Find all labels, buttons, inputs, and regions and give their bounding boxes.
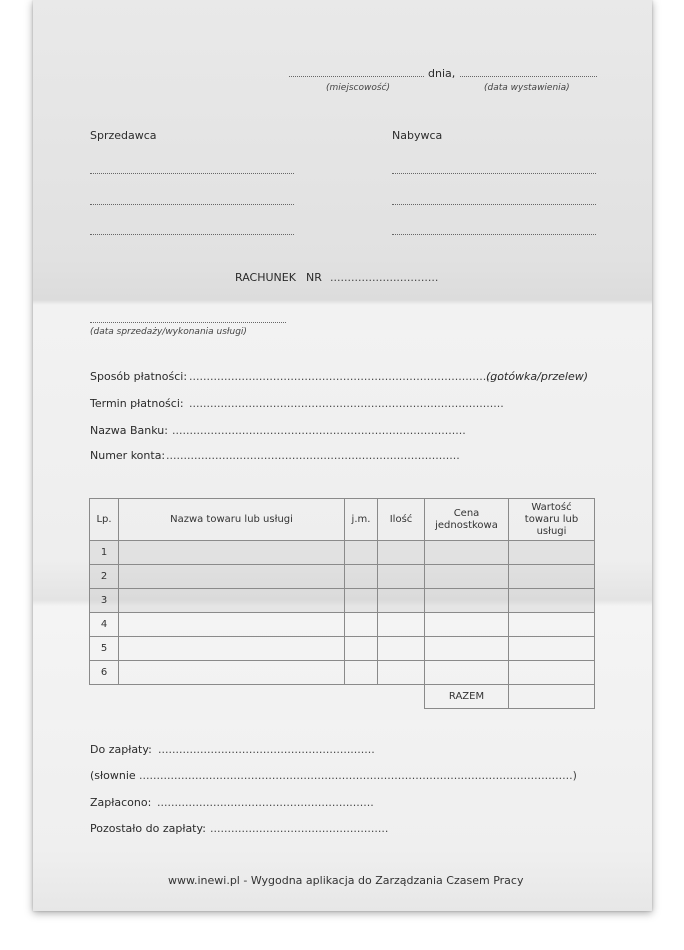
cell-qty[interactable] bbox=[378, 541, 425, 565]
cell-qty[interactable] bbox=[378, 637, 425, 661]
cell-value[interactable] bbox=[509, 589, 595, 613]
issue-date-line[interactable] bbox=[460, 76, 597, 77]
cell-name[interactable] bbox=[119, 637, 345, 661]
table-row bbox=[90, 565, 595, 589]
seller-line-2[interactable] bbox=[90, 204, 294, 205]
col-unit-header: j.m. bbox=[345, 499, 378, 541]
table-row bbox=[90, 589, 595, 613]
in-words-label: (słownie bbox=[90, 769, 136, 782]
total-value-cell[interactable] bbox=[509, 685, 595, 709]
payment-method-options: (gotówka/przelew) bbox=[486, 370, 589, 383]
row-number: 6 bbox=[90, 661, 119, 685]
buyer-line-1[interactable] bbox=[392, 173, 596, 174]
total-spacer bbox=[90, 685, 425, 709]
cell-name[interactable] bbox=[119, 613, 345, 637]
remaining-field[interactable]: ................................................... bbox=[210, 822, 389, 835]
invoice-nr-label: NR bbox=[306, 271, 322, 284]
buyer-label: Nabywca bbox=[392, 129, 443, 142]
row-number: 4 bbox=[90, 613, 119, 637]
buyer-line-3[interactable] bbox=[392, 234, 596, 235]
issue-date-hint: (data wystawienia) bbox=[484, 83, 570, 93]
col-qty-header: Ilość bbox=[378, 499, 425, 541]
cell-name[interactable] bbox=[119, 541, 345, 565]
dnia-label: dnia, bbox=[428, 67, 456, 80]
row-number: 2 bbox=[90, 565, 119, 589]
cell-unit[interactable] bbox=[345, 637, 378, 661]
row-number: 3 bbox=[90, 589, 119, 613]
row-number: 5 bbox=[90, 637, 119, 661]
table-row bbox=[90, 541, 595, 565]
payment-term-label: Termin płatności: bbox=[90, 397, 184, 410]
table-row bbox=[90, 637, 595, 661]
cell-price[interactable] bbox=[425, 661, 509, 685]
account-number-label: Numer konta: bbox=[90, 449, 166, 462]
invoice-nr-field[interactable]: ............................... bbox=[330, 271, 439, 284]
cell-unit[interactable] bbox=[345, 565, 378, 589]
to-pay-field[interactable]: .............................................................. bbox=[158, 743, 375, 756]
seller-line-3[interactable] bbox=[90, 234, 294, 235]
table-row bbox=[90, 613, 595, 637]
cell-unit[interactable] bbox=[345, 661, 378, 685]
paid-field[interactable]: .............................................................. bbox=[157, 796, 374, 809]
cell-price[interactable] bbox=[425, 541, 509, 565]
cell-price[interactable] bbox=[425, 565, 509, 589]
to-pay-label: Do zapłaty: bbox=[90, 743, 152, 756]
cell-qty[interactable] bbox=[378, 661, 425, 685]
bank-name-field[interactable]: .................................................................................... bbox=[172, 424, 466, 437]
payment-term-field[interactable]: .......................................................................................... bbox=[189, 397, 504, 410]
cell-value[interactable] bbox=[509, 613, 595, 637]
sale-date-hint: (data sprzedaży/wykonania usługi) bbox=[90, 327, 247, 337]
col-name-header: Nazwa towaru lub usługi bbox=[119, 499, 345, 541]
cell-price[interactable] bbox=[425, 589, 509, 613]
cell-unit[interactable] bbox=[345, 541, 378, 565]
cell-name[interactable] bbox=[119, 661, 345, 685]
col-price-header: Cena jednostkowa bbox=[425, 499, 509, 541]
invoice-title: RACHUNEK bbox=[235, 271, 296, 284]
payment-method-field[interactable]: ........................................................................................... bbox=[189, 370, 508, 383]
col-lp-header: Lp. bbox=[90, 499, 119, 541]
footer-text: www.inewi.pl - Wygodna aplikacja do Zarządzania Czasem Pracy bbox=[168, 874, 524, 887]
cell-value[interactable] bbox=[509, 565, 595, 589]
cell-price[interactable] bbox=[425, 637, 509, 661]
cell-value[interactable] bbox=[509, 637, 595, 661]
items-table bbox=[89, 498, 595, 709]
table-header-row bbox=[90, 499, 595, 541]
place-hint: (miejscowość) bbox=[326, 83, 390, 93]
cell-price[interactable] bbox=[425, 613, 509, 637]
table-row bbox=[90, 661, 595, 685]
seller-label: Sprzedawca bbox=[90, 129, 157, 142]
cell-qty[interactable] bbox=[378, 589, 425, 613]
cell-value[interactable] bbox=[509, 661, 595, 685]
cell-name[interactable] bbox=[119, 565, 345, 589]
row-number: 1 bbox=[90, 541, 119, 565]
col-value-header: Wartość towaru lub usługi bbox=[509, 499, 595, 541]
account-number-field[interactable]: .................................................................................... bbox=[166, 449, 460, 462]
cell-qty[interactable] bbox=[378, 565, 425, 589]
cell-qty[interactable] bbox=[378, 613, 425, 637]
total-label: RAZEM bbox=[425, 685, 509, 709]
cell-unit[interactable] bbox=[345, 613, 378, 637]
place-line[interactable] bbox=[289, 76, 424, 77]
payment-method-label: Sposób płatności: bbox=[90, 370, 188, 383]
remaining-label: Pozostało do zapłaty: bbox=[90, 822, 206, 835]
total-row bbox=[90, 685, 595, 709]
seller-line-1[interactable] bbox=[90, 173, 294, 174]
in-words-field[interactable]: ............................................................................................................................) bbox=[139, 769, 577, 782]
bank-name-label: Nazwa Banku: bbox=[90, 424, 168, 437]
cell-name[interactable] bbox=[119, 589, 345, 613]
cell-value[interactable] bbox=[509, 541, 595, 565]
cell-unit[interactable] bbox=[345, 589, 378, 613]
sale-date-line[interactable] bbox=[90, 322, 286, 323]
paid-label: Zapłacono: bbox=[90, 796, 152, 809]
buyer-line-2[interactable] bbox=[392, 204, 596, 205]
